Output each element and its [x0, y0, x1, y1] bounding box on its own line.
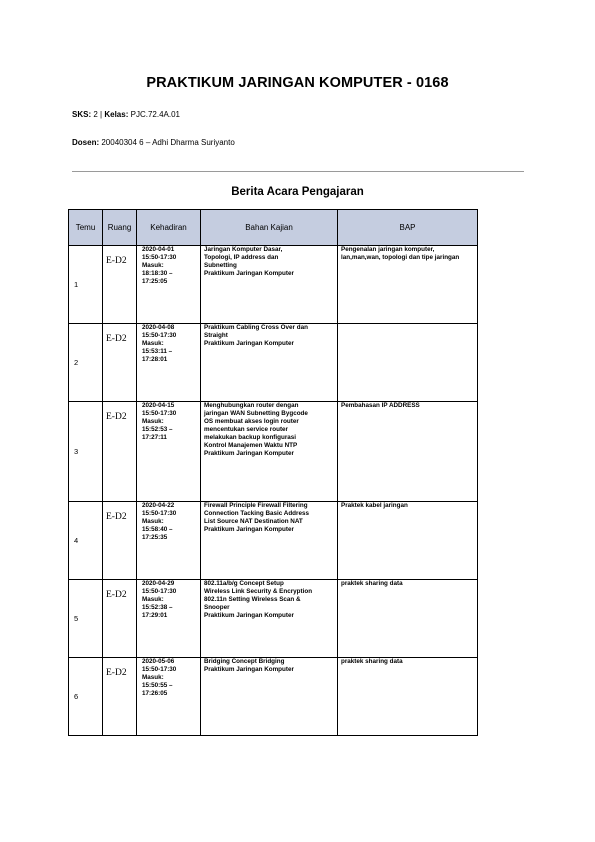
table-row	[69, 324, 478, 402]
table-row	[69, 658, 478, 736]
bahan-text: Firewall Principle Firewall Filtering Connection Tacking Basic Address List Source NAT Destination NAT Praktikum Jaringan Komputer	[204, 502, 309, 533]
bap-table	[68, 209, 478, 736]
kelas-label: Kelas:	[104, 110, 129, 119]
bahan-cell	[201, 324, 338, 402]
temu-cell: 5	[69, 580, 103, 658]
divider	[72, 171, 524, 172]
sks-value: 2	[93, 110, 98, 119]
dosen-value: 20040304 6 – Adhi Dharma Suriyanto	[101, 138, 235, 147]
bap-text: praktek sharing data	[341, 580, 403, 587]
course-info: SKS: 2 | Kelas: PJC.72.4A.01	[72, 110, 180, 119]
bahan-text: Jaringan Komputer Dasar, Topologi, IP address dan Subnetting Praktikum Jaringan Komputer	[204, 246, 294, 277]
bahan-text: Praktikum Cabling Cross Over dan Straight Praktikum Jaringan Komputer	[204, 324, 308, 347]
table-row	[69, 402, 478, 502]
bap-cell	[338, 502, 478, 580]
temu-cell: 3	[69, 402, 103, 502]
ruang-cell: E-D2	[103, 324, 137, 402]
bap-cell	[338, 246, 478, 324]
sks-label: SKS:	[72, 110, 92, 119]
header-ruang: Ruang	[103, 210, 137, 246]
bap-text: praktek sharing data	[341, 658, 403, 665]
ruang-cell: E-D2	[103, 502, 137, 580]
table-row	[69, 502, 478, 580]
bahan-cell	[201, 246, 338, 324]
ruang-cell: E-D2	[103, 402, 137, 502]
bahan-text: Bridging Concept Bridging Praktikum Jaringan Komputer	[204, 658, 294, 673]
header-bahan-kajian: Bahan Kajian	[201, 210, 338, 246]
header-kehadiran: Kehadiran	[137, 210, 201, 246]
kehadiran-text: 2020-04-08 15:50-17:30 Masuk: 15:53:11 – 17:28:01	[142, 324, 177, 363]
bahan-cell	[201, 402, 338, 502]
kehadiran-cell	[137, 324, 201, 402]
kehadiran-cell	[137, 502, 201, 580]
temu-cell: 2	[69, 324, 103, 402]
bap-cell	[338, 580, 478, 658]
bap-text: Praktek kabel jaringan	[341, 502, 408, 509]
ruang-cell: E-D2	[103, 658, 137, 736]
kelas-value: PJC.72.4A.01	[130, 110, 180, 119]
kehadiran-text: 2020-04-29 15:50-17:30 Masuk: 15:52:38 – 17:29:01	[142, 580, 177, 619]
header-temu: Temu	[69, 210, 103, 246]
bahan-cell	[201, 580, 338, 658]
kehadiran-text: 2020-05-06 15:50-17:30 Masuk: 15:50:55 – 17:26:05	[142, 658, 177, 697]
page-title: PRAKTIKUM JARINGAN KOMPUTER - 0168	[146, 75, 449, 91]
kehadiran-cell	[137, 658, 201, 736]
temu-cell: 1	[69, 246, 103, 324]
bap-text: Pembahasan IP ADDRESS	[341, 402, 420, 409]
bap-cell	[338, 402, 478, 502]
temu-cell: 6	[69, 658, 103, 736]
section-title: Berita Acara Pengajaran	[231, 186, 364, 198]
bahan-cell	[201, 658, 338, 736]
bap-text: Pengenalan jaringan komputer, lan,man,wan, topologi dan tipe jaringan	[341, 246, 460, 261]
bahan-cell	[201, 502, 338, 580]
ruang-cell: E-D2	[103, 580, 137, 658]
bap-cell	[338, 324, 478, 402]
kehadiran-cell	[137, 580, 201, 658]
kehadiran-text: 2020-04-15 15:50-17:30 Masuk: 15:52:53 – 17:27:11	[142, 402, 177, 441]
kehadiran-text: 2020-04-22 15:50-17:30 Masuk: 15:58:40 – 17:25:35	[142, 502, 177, 541]
header-bap: BAP	[338, 210, 478, 246]
lecturer-info	[72, 138, 235, 147]
table-row	[69, 246, 478, 324]
bahan-text: 802.11a/b/g Concept Setup Wireless Link Security & Encryption 802.11n Setting Wireless Scan & Snooper Praktikum Jaringan Komputer	[204, 580, 313, 619]
kehadiran-cell	[137, 246, 201, 324]
temu-cell: 4	[69, 502, 103, 580]
dosen-label: Dosen:	[72, 138, 100, 147]
bahan-text: Menghubungkan router dengan jaringan WAN Subnetting Bygcode OS membuat akses login router mencentukan service router melakukan backup konfigurasi Kontrol Manajemen Waktu NTP Praktikum Jaringan Komputer	[204, 402, 308, 457]
ruang-cell: E-D2	[103, 246, 137, 324]
table-row	[69, 580, 478, 658]
bap-cell	[338, 658, 478, 736]
kehadiran-text: 2020-04-01 15:50-17:30 Masuk: 18:18:30 – 17:25:05	[142, 246, 177, 285]
kehadiran-cell	[137, 402, 201, 502]
table-header-row	[69, 210, 478, 246]
